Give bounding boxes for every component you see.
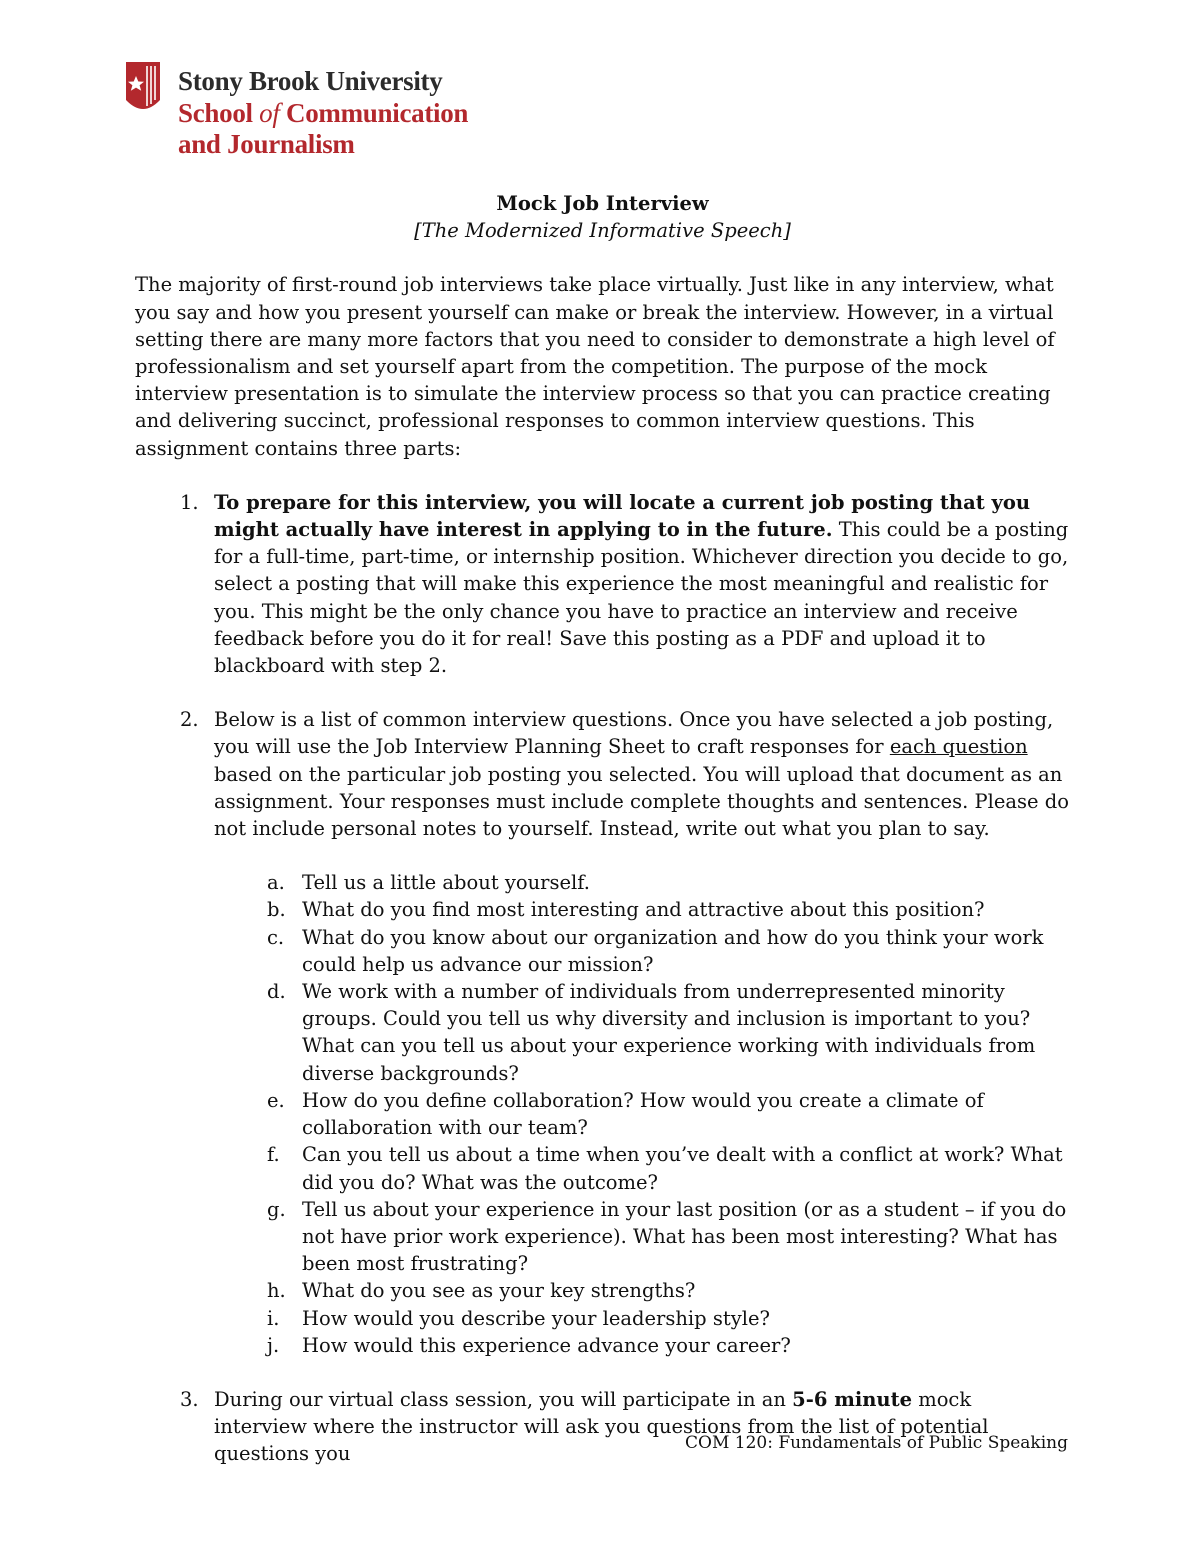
question-item: g. Tell us about your experience in your last position (or as a student – if you do not have prior work experience). What has been most interesting? What has been most frustrating?: [267, 1197, 1067, 1276]
logo-school-name: School of Communication: [178, 98, 469, 128]
page-footer: COM 120: Fundamentals of Public Speaking: [685, 1433, 1068, 1453]
question-item: e. How do you define collaboration? How would you create a climate of collaboration with our team?: [267, 1088, 984, 1140]
step-2-text-b: based on the particular job posting you selected. You will upload that document as an assignment. Your responses must include complete thoughts and sentences. Please do not include personal notes to yourself. Instead, write out what you plan to say.: [214, 762, 1069, 841]
step-2-text-a: Below is a list of common interview questions. Once you have selected a job posting, you will use the Job Interview Planning Sheet to craft responses for: [214, 708, 1054, 759]
step-number: 2.: [180, 708, 199, 732]
step-2: [135, 706, 1070, 1359]
question-item: j. How would this experience advance your career?: [267, 1333, 791, 1357]
step-2-underline: each question: [889, 735, 1028, 759]
university-logo: [122, 58, 482, 158]
torch-seal-icon: [122, 60, 164, 118]
step-1: [135, 489, 1070, 679]
document-body: [135, 190, 1070, 1495]
question-item: i. How would you describe your leadership style?: [267, 1306, 770, 1330]
question-item: f. Can you tell us about a time when you’ve dealt with a conflict at work? What did you do? What was the outcome?: [267, 1143, 1063, 1194]
step-3: [135, 1386, 1070, 1468]
step-3-text-b: mock interview where the instructor will ask you questions from the list of potential questions you: [214, 1387, 989, 1466]
assignment-steps: [135, 489, 1070, 1468]
step-3-text-a: During our virtual class session, you will participate in an: [214, 1387, 793, 1411]
intro-paragraph: The majority of first-round job interviews take place virtually. Just like in any interview, what you say and how you present yourself can make or break the interview. However, in a virtual setting there are many more factors that you need to consider to demonstrate a high level of professionalism and set yourself apart from the competition. The purpose of the mock interview presentation is to simulate the interview process so that you can practice creating and delivering succinct, professional responses to common interview questions. This assignment contains three parts:: [135, 273, 1055, 460]
step-3-emphasis: 5-6 minute: [792, 1387, 912, 1411]
question-item: d. We work with a number of individuals from underrepresented minority groups. Could you tell us why diversity and inclusion is important to you? What can you tell us about your experience working with individuals from diverse backgrounds?: [267, 980, 1036, 1085]
question-item: h. What do you see as your key strengths?: [267, 1279, 696, 1303]
logo-university-name: Stony Brook University: [178, 66, 443, 96]
question-list: [214, 869, 1070, 1359]
question-item: a. Tell us a little about yourself.: [267, 871, 590, 895]
page-title: Mock Job Interview: [496, 192, 709, 215]
logo-school-name-line2: and Journalism: [178, 129, 355, 159]
step-number: 1.: [180, 490, 199, 514]
page-subtitle: [The Modernized Informative Speech]: [414, 219, 791, 243]
step-number: 3.: [180, 1387, 199, 1411]
question-item: c. What do you know about our organization and how do you think your work could help us advance our mission?: [267, 925, 1044, 976]
step-1-emphasis: To prepare for this interview, you will locate a current job posting that you might actually have interest in applying to in the future.: [214, 490, 1031, 542]
question-item: b. What do you find most interesting and attractive about this position?: [267, 898, 985, 922]
step-1-text: This could be a posting for a full-time, part-time, or internship position. Whichever direction you decide to go, select a posting that will make this experience the most meaningful and realistic for you. This might be the only chance you have to practice an interview and receive feedback before you do it for real! Save this posting as a PDF and upload it to blackboard with step 2.: [214, 518, 1069, 678]
